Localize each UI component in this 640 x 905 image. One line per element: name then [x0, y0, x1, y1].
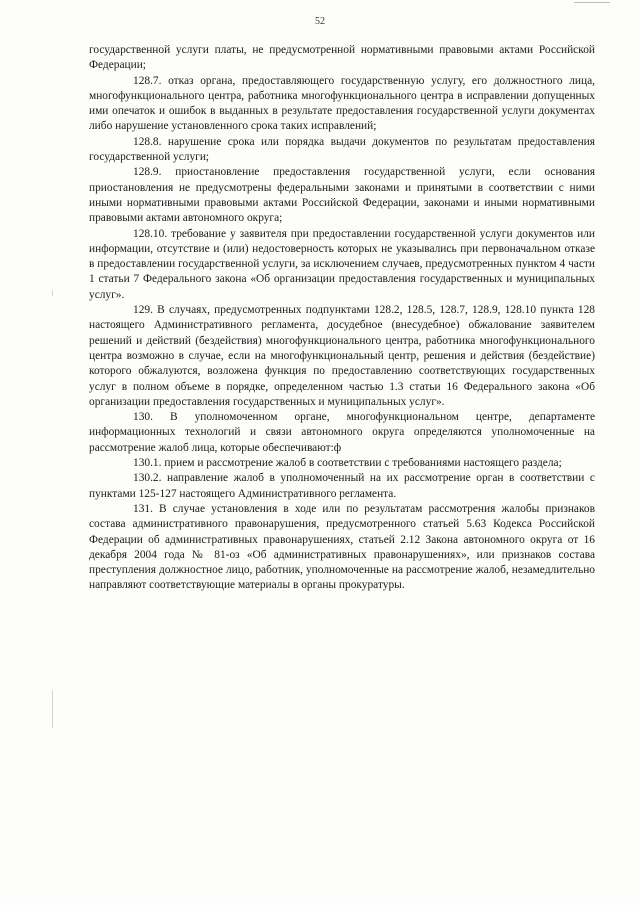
paragraph: 131. В случае установления в ходе или по результатам рассмотрения жалобы признаков состава административного правонарушения, предусмотренного статьей 5.63 Кодекса Российской Федерации об административных правонарушениях, статьей 2.12 Закона автономного округа от 16 декабря 2004 года № 81-оз «Об административных правонарушениях», или признаков состава преступления должностное лицо, работник, уполномоченные на рассмотрение жалоб, незамедлительно направляют соответствующие материалы в органы прокуратуры. [89, 502, 595, 592]
scan-corner-mark [574, 2, 610, 3]
paragraph: 128.10. требование у заявителя при предоставлении государственной услуги документов или информации, отсутствие и (или) недостоверность которых не указывались при первоначальном отказе в предоставлении государственной услуги, за исключением случаев, предусмотренных пунктом 4 части 1 статьи 7 Федерального закона «Об организации предоставления государственных и муниципальных услуг». [89, 227, 595, 301]
paragraph: 128.9. приостановление предоставления государственной услуги, если основания приостановления не предусмотрены федеральными законами и принятыми в соответствии с ними иными нормативными правовыми актами Российской Федерации, законами и иными нормативными правовыми актами автономного округа; [89, 166, 595, 225]
document-body [89, 43, 595, 594]
paragraph: государственной услуги платы, не предусмотренной нормативными правовыми актами Российской Федерации; [89, 44, 595, 72]
paragraph: 130. В уполномоченном органе, многофункциональном центре, департаменте информационных технологий и связи автономного округа определяются уполномоченные на рассмотрение жалоб лица, которые обеспечивают:ф [89, 411, 595, 454]
paragraph: 128.7. отказ органа, предоставляющего государственную услугу, его должностного лица, многофункционального центра, работника многофункционального центра в исправлении допущенных ими опечаток и ошибок в выданных в результате предоставления государственной услуги документах либо нарушение установленного срока таких исправлений; [89, 74, 595, 133]
scan-margin-mark [52, 690, 53, 728]
scan-margin-mark [52, 290, 53, 296]
page-number: 52 [315, 16, 325, 27]
paragraph: 130.1. прием и рассмотрение жалоб в соответствии с требованиями настоящего раздела; [133, 457, 562, 470]
paragraph: 128.8. нарушение срока или порядка выдачи документов по результатам предоставления государственной услуги; [89, 135, 595, 164]
paragraph: 130.2. направление жалоб в уполномоченный на их рассмотрение орган в соответствии с пунктами 125-127 настоящего Административного регламента. [89, 472, 595, 500]
paragraph: 129. В случаях, предусмотренных подпунктами 128.2, 128.5, 128.7, 128.9, 128.10 пункта 128 настоящего Административного регламента, досудебное (внесудебное) обжалование заявителем решений и действий (бездействия) многофункционального центра, работника многофункционального центра возможно в случае, если на многофункциональный центр, решения и действия (бездействие) которого обжалуются, возложена функция по предоставлению соответствующих государственных услуг в полном объеме в порядке, определенном частью 1.3 статьи 16 Федерального закона «Об организации предоставления государственных и муниципальных услуг». [89, 304, 595, 408]
